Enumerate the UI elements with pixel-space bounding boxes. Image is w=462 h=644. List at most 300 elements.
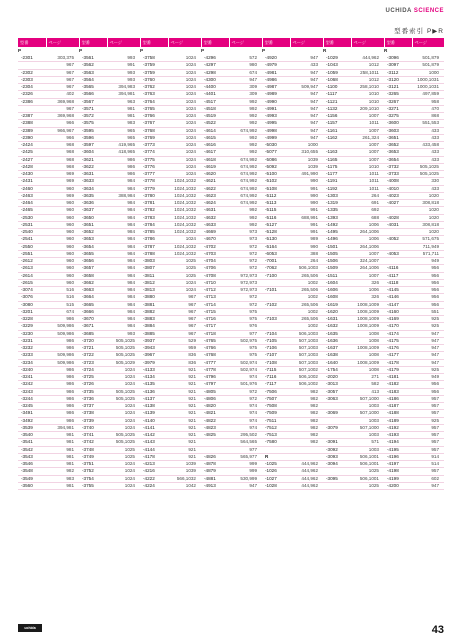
model-code-cell: -4216 [140,468,168,475]
page-ref-cell: 309 [229,91,262,98]
page-ref-cell: 921 [168,417,201,424]
model-code-cell: -1068 [323,76,351,83]
model-code-cell: -1026 [262,468,290,475]
page-ref-cell: 369,968 [46,113,79,120]
page-ref-cell: 956 [412,381,444,388]
model-code-cell: -1161 [323,127,351,134]
table-row [18,410,444,417]
model-code-cell: -3723 [79,359,107,366]
model-code-cell: -4138 [140,403,168,410]
page-ref-cell: 956 [412,279,444,286]
page-ref-cell: 986 [107,171,140,178]
page-ref-cell: 1003 [351,403,384,410]
page-ref-cell: 1002 [290,279,323,286]
model-code-cell: -3767 [140,120,168,127]
page-ref-cell: 986 [107,156,140,163]
table-body [18,47,444,490]
page-ref-cell: 369,968 [46,98,79,105]
model-code-cell: -1754 [323,366,351,373]
model-code-cell: -3766 [140,113,168,120]
model-code-cell: -3596 [79,134,107,141]
model-code-cell: -2389 [18,127,46,134]
page-ref-cell: 264,1006 [351,243,384,250]
page-ref-cell: 947 [290,76,323,83]
page-ref-cell: 984 [107,200,140,207]
model-code-cell: -4766 [201,345,229,352]
model-code-cell: -2550 [18,243,46,250]
page-ref-cell: 960 [46,243,79,250]
page-ref-cell: 974 [229,424,262,431]
page-ref-cell: 984 [107,287,140,294]
column-header-page: ページ [168,38,201,47]
page-ref-cell: 921 [168,388,201,395]
model-code-cell: -3245 [18,403,46,410]
page-ref-cell: 505,1025 [107,345,140,352]
model-code-cell [384,229,412,236]
page-ref-cell: 972 [229,250,262,257]
model-code-cell: -2387 [18,113,46,120]
page-ref-cell: 1008,1009 [351,323,384,330]
page-ref-cell: 1008 [351,330,384,337]
model-code-cell: -2020 [323,374,351,381]
page-ref-cell: 1024 [107,410,140,417]
model-code-cell: -4182 [384,381,412,388]
model-code-cell: -4991 [262,105,290,112]
page-ref-cell: 497,859 [412,91,444,98]
model-code-cell: -1191 [323,178,351,185]
model-code-cell: -1495 [323,229,351,236]
model-code-cell: -2551 [18,250,46,257]
model-code-cell: -3885 [140,330,168,337]
table-row [18,345,444,352]
model-code-cell: -4010 [384,185,412,192]
column-header-page: ページ [351,38,384,47]
model-code-cell: -1025 [262,461,290,468]
table-row [18,453,444,460]
page-ref-cell: 982 [290,395,323,402]
model-code-cell: -4822 [201,417,229,424]
table-row [18,403,444,410]
model-code-cell [384,258,412,265]
table-row [18,250,444,257]
page-ref-cell: 1007 [351,272,384,279]
model-code-cell: -3784 [140,221,168,228]
model-code-cell: -3492 [18,417,46,424]
index-table [18,38,445,490]
model-code-cell: -5127 [262,221,290,228]
table-row [18,482,444,489]
page-ref-cell: 394,983 [107,84,140,91]
column-header-page: ページ [107,38,140,47]
page-ref-cell: 956 [412,272,444,279]
model-code-cell: -4518 [201,105,229,112]
model-code-cell: -3726 [79,381,107,388]
page-ref-cell: 1020 [412,214,444,221]
page-ref-cell: 982 [46,468,79,475]
page-ref-cell: 965 [107,134,140,141]
table-row [18,142,444,149]
model-code-cell: -4998 [262,127,290,134]
model-code-cell: -3637 [79,207,107,214]
section-letter: P [201,48,205,53]
page-ref-cell: 969 [46,192,79,199]
model-code-cell: -3737 [79,403,107,410]
page-ref-cell: 972,973 [229,279,262,286]
page-ref-cell: 981 [107,113,140,120]
page-ref-cell: 956 [412,388,444,395]
model-code-cell: -3781 [140,200,168,207]
page-ref-cell: 957 [412,403,444,410]
page-ref-cell: 402 [46,91,79,98]
page-ref-cell: 972 [229,258,262,265]
page-ref-cell: 968 [46,149,79,156]
model-code-cell: -7107 [262,352,290,359]
model-code-cell: -4768 [201,352,229,359]
model-code-cell [262,294,290,301]
page-ref-cell: 1024 [107,417,140,424]
page-ref-cell: 956 [412,301,444,308]
page-ref-cell: 984 [107,207,140,214]
page-ref-cell: 505,1025 [107,395,140,402]
model-code-cell: -1335 [323,207,351,214]
model-code-cell: -4200 [384,482,412,489]
model-code-cell: -3652 [384,142,412,149]
model-code-cell: -3635 [79,192,107,199]
model-code-cell: -1192 [323,185,351,192]
page-ref-cell: 1000 [412,69,444,76]
model-code-cell: -1027 [262,475,290,482]
model-code-cell: -4522 [201,120,229,127]
model-code-cell: -4614 [201,127,229,134]
model-code-cell [323,403,351,410]
model-code-cell: -4136 [140,388,168,395]
page-ref-cell: 984 [107,236,140,243]
page-ref-cell: 957 [412,468,444,475]
model-code-cell: -3093 [323,453,351,460]
page-ref-cell: 444,962 [290,468,323,475]
page-ref-cell: 960 [46,279,79,286]
model-code-cell: -4222 [140,475,168,482]
model-code-cell: -4713 [201,294,229,301]
page-ref-cell: 509,986 [46,352,79,359]
model-code-cell: -3735 [79,388,107,395]
model-code-cell: -3079 [323,424,351,431]
page-ref-cell: 992 [229,221,262,228]
page-ref-cell: 960 [46,214,79,221]
page-ref-cell: 990 [290,243,323,250]
page-ref-cell: 967 [168,316,201,323]
model-code-cell: -3095 [323,475,351,482]
page-ref-cell: 1024,1032 [168,243,201,250]
page-ref-cell: 433,458 [412,142,444,149]
model-code-cell: -3232 [18,345,46,352]
model-code-cell: -4179 [384,366,412,373]
model-code-cell: -7117 [262,381,290,388]
model-code-cell: -3774 [140,149,168,156]
page-ref-cell: 1024 [107,403,140,410]
page-ref-cell: 1024 [168,236,201,243]
model-code-cell: -3231 [18,337,46,344]
model-code-cell: -3769 [140,134,168,141]
model-code-cell: -3271 [384,105,412,112]
model-code-cell: -3651 [79,221,107,228]
model-code-cell: -3759 [140,62,168,69]
column-header-code: 型番 [79,38,107,47]
model-code-cell: -3721 [79,345,107,352]
model-code-cell: -1619 [323,301,351,308]
table-row [18,221,444,228]
model-code-cell: -3622 [79,163,107,170]
model-code-cell: -4710 [201,279,229,286]
section-letter: R [384,48,388,53]
column-header-code: 型番 [140,38,168,47]
model-code-cell: -4618 [201,156,229,163]
page-ref-cell: 973 [229,229,262,236]
model-code-cell [262,446,290,453]
model-code-cell: -2531 [18,221,46,228]
model-code-cell: -3765 [140,105,168,112]
model-code-cell: -5164 [262,243,290,250]
page-ref-cell: 674,992 [229,185,262,192]
page-ref-cell: 209,1010 [351,105,384,112]
page-ref-cell: 992 [229,98,262,105]
model-code-cell: -4133 [140,366,168,373]
page-ref-cell: 925 [412,417,444,424]
page-ref-cell: 981 [46,432,79,439]
model-code-cell: -4616 [201,142,229,149]
model-code-cell: -2428 [18,163,46,170]
model-code-cell: -3233 [18,352,46,359]
page-ref-cell: 1020 [412,229,444,236]
page-ref-cell: 1010 [351,163,384,170]
column-header-page: ページ [46,38,79,47]
model-code-cell: -2425 [18,149,46,156]
model-code-cell: -7102 [262,301,290,308]
model-code-cell: -3787 [140,243,168,250]
model-code-cell [323,468,351,475]
page-ref-cell: 993 [107,330,140,337]
page-ref-cell: 992 [229,105,262,112]
page-ref-cell: 509,986 [46,359,79,366]
model-code-cell: -4716 [201,316,229,323]
page-ref-cell: 264 [290,258,323,265]
page-ref-cell: 433 [290,62,323,69]
page-ref-cell: 981 [107,105,140,112]
model-code-cell: -3768 [140,127,168,134]
page-ref-cell: 514 [412,461,444,468]
model-code-cell: -3754 [79,475,107,482]
table-row [18,62,444,69]
page-ref-cell: 991 [290,207,323,214]
table-row [18,258,444,265]
model-code-cell: -4194 [384,439,412,446]
model-code-cell [262,279,290,286]
page-ref-cell: 957 [412,395,444,402]
page-ref-cell: 444,962 [290,475,323,482]
page-ref-cell: 1008,1009 [351,316,384,323]
model-code-cell: -4622 [201,185,229,192]
page-ref-cell: 982 [290,417,323,424]
model-code-cell: -3244 [18,395,46,402]
page-ref-cell: 990 [290,200,323,207]
page-ref-cell: 506,1001 [351,453,384,460]
model-code-cell: -4189 [384,417,412,424]
table-row [18,366,444,373]
page-ref-cell: 388 [290,250,323,257]
page-ref-cell: 444,962 [290,482,323,489]
model-code-cell: -3882 [140,308,168,315]
model-code-cell: -4142 [140,432,168,439]
page-ref-cell: 551 [412,308,444,315]
model-code-cell: -3881 [140,301,168,308]
model-code-cell: -4170 [384,323,412,330]
model-code-cell: -3112 [384,69,412,76]
page-ref-cell: 571,675 [412,236,444,243]
page-ref-cell: 986 [46,366,79,373]
model-code-cell: -7105 [262,337,290,344]
page-ref-cell: 1024 [168,98,201,105]
model-code-cell: -7062 [262,265,290,272]
model-code-cell: -4134 [140,374,168,381]
page-ref-cell: 992 [229,113,262,120]
model-code-cell: -1604 [323,279,351,286]
page-ref-cell: 949 [412,374,444,381]
page-ref-cell: 975 [229,308,262,315]
model-code-cell: -3597 [79,142,107,149]
page-ref-cell: 433 [412,156,444,163]
page-ref-cell: 505,1025 [412,163,444,170]
table-row [18,388,444,395]
page-ref-cell: 516 [46,294,79,301]
model-code-cell: -2430 [18,171,46,178]
table-row [18,432,444,439]
page-ref-cell: 957 [412,439,444,446]
page-ref-cell: 413 [351,388,384,395]
page-ref-cell: 258,1010 [351,84,384,91]
page-ref-cell: 992 [229,149,262,156]
page-ref-cell: 530,999 [229,475,262,482]
table-row [18,395,444,402]
page-ref-cell: 986 [46,381,79,388]
page-ref-cell: 265,506 [290,301,323,308]
page-ref-cell: 1012 [351,76,384,83]
page-ref-cell: 1042 [168,482,201,489]
page-ref-cell: 1024,1032 [168,178,201,185]
model-code-cell: -2463 [18,192,46,199]
model-code-cell: -1640 [323,359,351,366]
model-code-cell: -2301 [18,55,46,62]
page-ref-cell: 968 [46,142,79,149]
model-code-cell: -1029 [323,55,351,62]
page-ref-cell: 1024 [168,84,201,91]
model-code-cell: -3549 [18,475,46,482]
model-code-cell: -7511 [262,417,290,424]
model-code-cell: -3560 [18,482,46,489]
model-code-cell [262,323,290,330]
page-ref-cell: 972 [229,294,262,301]
model-code-cell: -1631 [323,316,351,323]
model-code-cell: -3722 [79,352,107,359]
model-code-cell: -3491 [18,410,46,417]
model-code-cell: -4141 [140,424,168,431]
model-code-cell: -2464 [18,200,46,207]
model-code-cell: -3652 [79,229,107,236]
page-ref-cell: 1024 [168,171,201,178]
model-code-cell: -4213 [140,461,168,468]
model-code-cell: -3658 [79,272,107,279]
page-ref-cell: 947 [229,482,262,489]
model-code-cell: -4620 [201,171,229,178]
model-code-cell: -4193 [384,432,412,439]
model-code-cell: -1638 [323,352,351,359]
model-code-cell: -4139 [140,410,168,417]
page-ref-cell: 309 [229,84,262,91]
page-ref-cell: 1011 [351,185,384,192]
page-ref-cell: 975 [229,316,262,323]
page-ref-cell: 947 [290,55,323,62]
page-ref-cell: 960 [46,236,79,243]
model-code-cell: -4146 [384,294,412,301]
model-code-cell: -4623 [201,192,229,199]
page-ref-cell: 990 [290,178,323,185]
table-row [18,156,444,163]
page-ref-cell: 914 [412,453,444,460]
model-code-cell: -3540 [18,432,46,439]
page-ref-cell: 947 [290,113,323,120]
page-ref-cell: 505,1025 [107,352,140,359]
model-code-cell: -4177 [384,352,412,359]
page-ref-cell: 921 [168,381,201,388]
model-code-cell: -2614 [18,272,46,279]
model-code-cell: -3751 [79,461,107,468]
page-ref-cell: 972 [229,243,262,250]
model-code-cell: -4990 [262,98,290,105]
page-ref-cell: 1039 [290,156,323,163]
model-code-cell: -4823 [201,424,229,431]
model-code-cell: -3097 [384,62,412,69]
model-code-cell: -1511 [323,272,351,279]
page-ref-cell: 1011 [351,178,384,185]
model-code-cell: -3650 [79,214,107,221]
model-code-cell: -4717 [201,323,229,330]
model-code-cell: -3267 [384,98,412,105]
model-code-cell: -3094 [323,461,351,468]
page-ref-cell: 1024 [168,149,201,156]
model-code-cell: -3776 [140,163,168,170]
model-code-cell: -1393 [323,214,351,221]
page-ref-cell: 271 [351,374,384,381]
model-code-cell: -1606 [323,287,351,294]
page-ref-cell: 1024 [168,142,201,149]
model-code-cell: -3654 [384,156,412,163]
page-ref-cell: 1024 [168,55,201,62]
page-ref-cell: 1003 [351,432,384,439]
page-ref-cell: 992 [229,120,262,127]
model-code-cell: -3937 [140,337,168,344]
page-ref-cell: 983 [107,120,140,127]
page-ref-cell: 688,991 [290,214,323,221]
model-code-cell: -4028 [384,214,412,221]
page-ref-cell: 993 [107,55,140,62]
model-code-cell: -1505 [323,250,351,257]
model-code-cell: -3651 [384,134,412,141]
page-ref-cell: 1007 [351,250,384,257]
page-ref-cell: 506,1001 [351,461,384,468]
model-code-cell: -3733 [384,171,412,178]
page-ref-cell: 969 [46,178,79,185]
model-code-cell: -4619 [201,163,229,170]
page-ref-cell: 1024 [107,468,140,475]
